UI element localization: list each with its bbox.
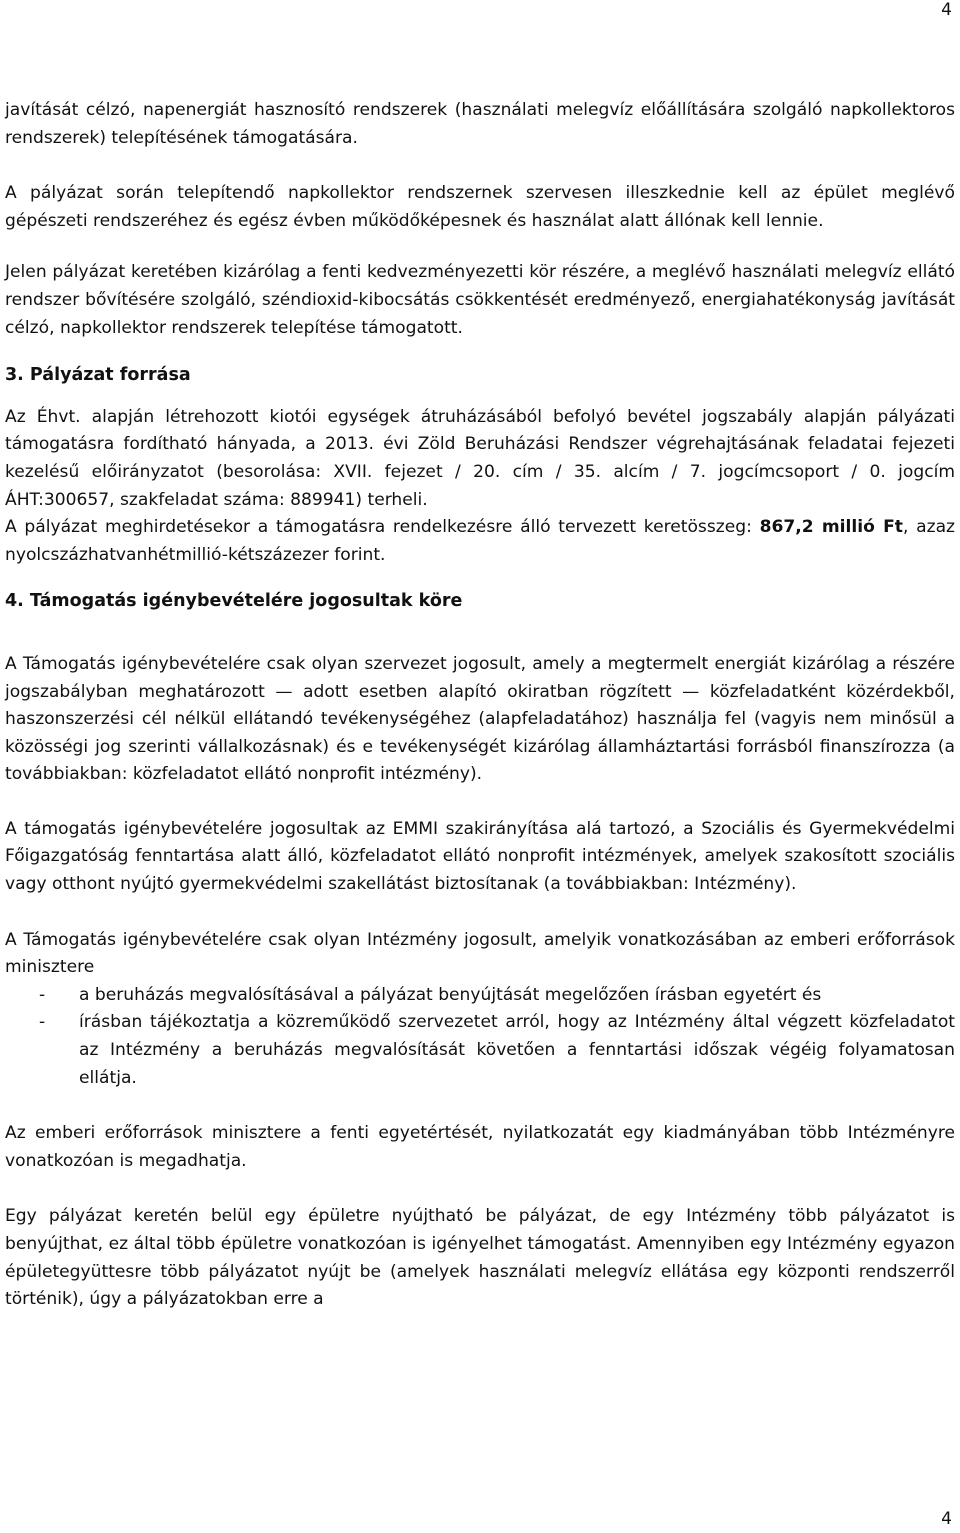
list-item [5, 982, 955, 1010]
section-4-minister-declaration: Az emberi erőforrások minisztere a fenti egyetértését, nyilatkozatát egy kiadmányában több Intézményre vonatkozóan is megadhatja. [5, 1123, 955, 1171]
budget-amount: 867,2 millió Ft [759, 517, 903, 538]
section-3-heading: 3. Pályázat forrása [5, 365, 191, 386]
page-number-top: 4 [941, 0, 952, 20]
section-4-eligible-institutions: A támogatás igénybevételére jogosultak az EMMI szakirányítása alá tartozó, a Szociális és Gyermekvédelmi Főigazgatóság fenntartása alatt álló, közfeladatot ellátó nonprofit intézmények, amelyek szakosított szociális vagy otthont nyújtó gyermekvédelmi szakellátást biztosítanak (a továbbiakban: Intézmény). [5, 818, 955, 895]
paragraph-scope: Jelen pályázat keretében kizárólag a fenti kedvezményezetti kör részére, a meglévő használati melegvíz ellátó rendszer bővítésére szolgáló, széndioxid-kibocsátás csökkentését eredményező, energiahatékonyság javítását célzó, napkollektor rendszerek telepítése támogatott. [5, 262, 955, 338]
paragraph-intro-continuation: javítását célzó, napenergiát hasznosító rendszerek (használati melegvíz előállítására szolgáló napkollektoros rendszerek) telepítésének támogatására. [5, 100, 955, 148]
section-4-minister-condition: A Támogatás igénybevételére csak olyan Intézmény jogosult, amelyik vonatkozásában az emberi erőforrások minisztere [5, 929, 955, 978]
section-4-multiple-applications: Egy pályázat keretén belül egy épületre nyújtható be pályázat, de egy Intézmény több pályázatot is benyújthat, ez által több épületre vonatkozóan is igényelhet támogatást. Amennyiben egy Intézmény egyazon épületegyüttesre több pályázatot nyújt be (amelyek használati melegvíz ellátása egy központi rendszerről történik), úgy a pályázatokban erre a [5, 1206, 955, 1310]
section-3-budget [5, 514, 955, 569]
list-item-text: írásban tájékoztatja a közreműködő szervezetet arról, hogy az Intézmény által végzett közfeladatot az Intézmény a beruházás megvalósítását követően a fenntartási időszak végéig folyamatosan ellátja. [79, 1012, 955, 1088]
section-4-eligibility: A Támogatás igénybevételére csak olyan szervezet jogosult, amely a megtermelt energiát kizárólag a részére jogszabályban meghatározott — adott esetben alapító okiratban rögzített — közfeladatként közérdekből, haszonszerzési cél nélkül ellátandó tevékenységéhez (alapfeladatához) használja fel (vagyis nem minősül a közösségi jog szerinti vállalkozásnak) és e tevékenységét kizárólag államháztartási forrásból finanszírozza (a továbbiakban: közfeladatot ellátó nonprofit intézmény). [5, 653, 955, 785]
page-number-bottom: 4 [941, 1509, 952, 1529]
list-item [5, 1009, 955, 1092]
paragraph-integration: A pályázat során telepítendő napkollektor rendszernek szervesen illeszkednie kell az épület meglévő gépészeti rendszeréhez és egész évben működőképesnek és használat alatt állónak kell lennie. [5, 183, 955, 231]
dash-marker: - [39, 984, 46, 1005]
section-3-funding-source: Az Éhvt. alapján létrehozott kiotói egységek átruházásából befolyó bevétel jogszabály alapján pályázati támogatásra fordítható hányada, a 2013. évi Zöld Beruházási Rendszer végrehajtásának feladatai fejezeti kezelésű előirányzatot (besorolása: XVII. fejezet / 20. cím / 35. alcím / 7. jogcímcsoport / 0. jogcím ÁHT:300657, szakfeladat száma: 889941) terheli. [5, 406, 955, 510]
budget-prefix: A pályázat meghirdetésekor a támogatásra rendelkezésre álló tervezett keretösszeg: [5, 517, 760, 538]
dash-marker: - [39, 1012, 46, 1033]
condition-list [5, 982, 955, 1092]
budget-suffix: , azaz nyolcszázhatvanhétmillió-kétszázezer forint. [5, 517, 956, 565]
document-body [5, 97, 955, 1314]
list-item-text: a beruházás megvalósításával a pályázat benyújtását megelőzően írásban egyetért és [79, 984, 822, 1005]
section-4-heading: 4. Támogatás igénybevételére jogosultak köre [5, 591, 463, 612]
